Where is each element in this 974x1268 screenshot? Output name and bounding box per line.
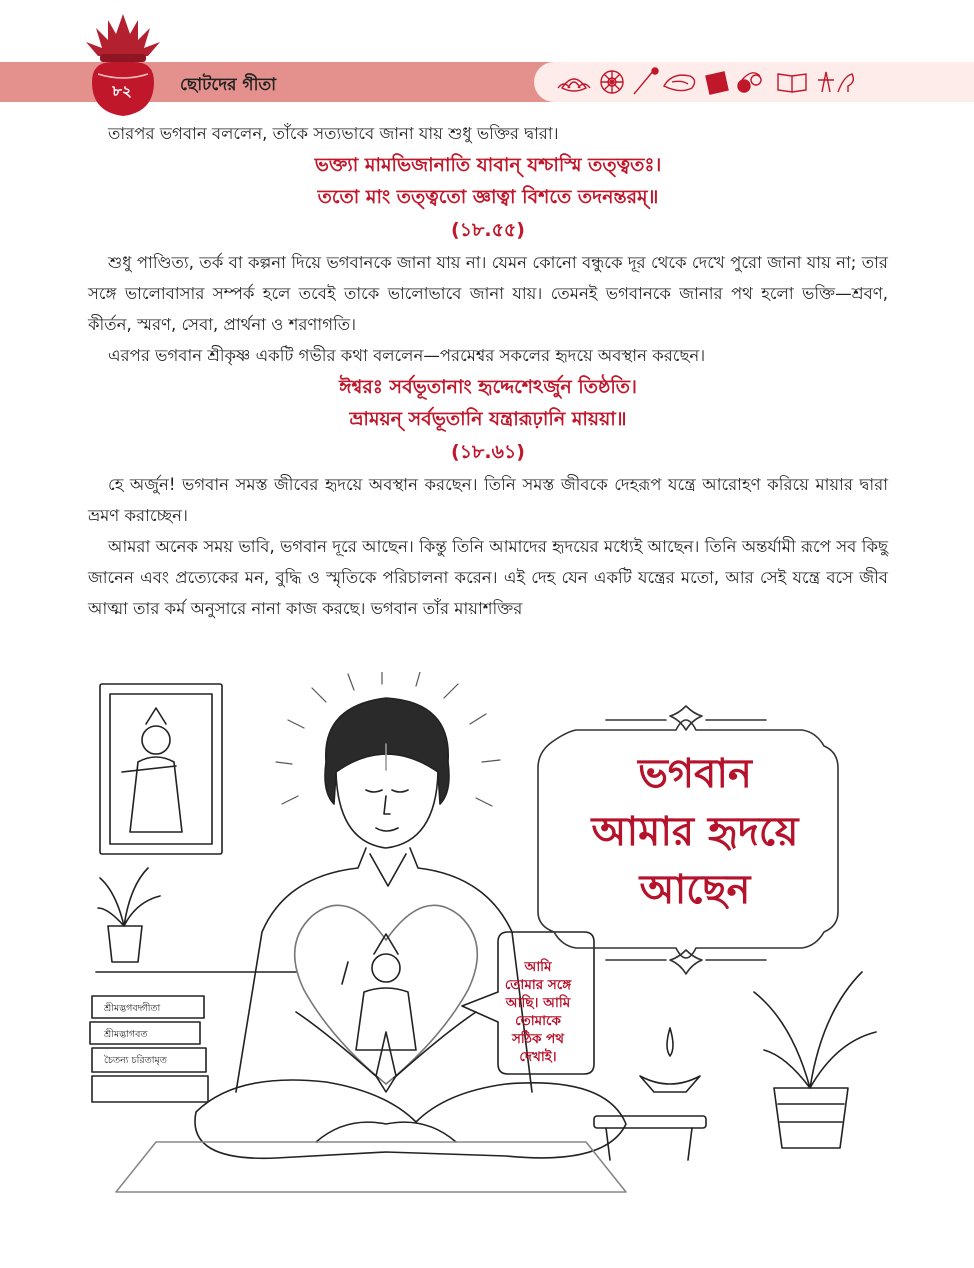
verse-2-line-2: ভ্রাময়ন্ সর্বভূতানি যন্ত্রারূঢ়ানি মায়য়া॥	[349, 408, 627, 430]
page-number: ৮২	[112, 82, 132, 100]
verse-1-line-2: ততো মাং তত্ত্বতো জ্ঞাত্বা বিশতে তদনন্তরম্॥	[317, 186, 659, 208]
banner-line-3: আছেন	[639, 867, 751, 913]
bubble-line-5: সঠিক পথ	[511, 1031, 565, 1047]
banner-line-1: ভগবান	[638, 751, 752, 797]
verse-1-number: (১৮.৫৫)	[451, 219, 525, 241]
bubble-line-1: আমি	[524, 959, 552, 975]
diya-lamp-icon	[594, 1028, 706, 1160]
krishna-frame-icon	[100, 684, 222, 854]
paragraph-1: তারপর ভগবান বললেন, তাঁকে সত্যভাবে জানা যায় শুধু ভক্তির দ্বারা।	[108, 124, 559, 143]
verse-1-line-1: ভক্ত্যা মামভিজানাতি যাবান্ যশ্চাস্মি তত্ত্বতঃ।	[314, 154, 662, 176]
conch-icon	[664, 75, 695, 90]
banner-title	[540, 745, 850, 919]
book-label-gita: শ্রীমদ্ভগবদ্গীতা	[104, 1003, 161, 1014]
book-label-chaitanya: চৈতন্য চরিতামৃত	[104, 1055, 167, 1066]
mat-icon	[116, 1142, 626, 1192]
book-label-bhagavat: শ্রীমদ্ভাগবত	[104, 1029, 148, 1040]
bubble-line-4: তোমাকে	[515, 1013, 561, 1029]
verse-2-number: (১৮.৬১)	[451, 441, 525, 463]
paragraph-2: শুধু পাণ্ডিত্য, তর্ক বা কল্পনা দিয়ে ভগবানকে জানা যায় না। যেমন কোনো বন্ধুকে দূর থেকে দেখে পুরো জানা যায় না; তার সঙ্গে ভালোবাসার সম্পর্ক হলে তবেই তাকে ভালোভাবে জানা যায়। তেমনই ভগবানকে জানার পথ হলো ভক্তি—শ্রবণ, কীর্তন, স্মরণ, সেবা, প্রার্থনা ও শরণাগতি।	[88, 253, 888, 334]
bubble-line-6: দেখাই।	[519, 1049, 557, 1065]
chakra-icon	[601, 71, 623, 93]
paragraph-3: এরপর ভগবান শ্রীকৃষ্ণ একটি গভীর কথা বললেন—পরমেশ্বর সকলের হৃদয়ে অবস্থান করছেন।	[108, 346, 706, 365]
verse-2-line-1: ঈশ্বরঃ সর্বভূতানাং হৃদ্দেশেঽর্জুন তিষ্ঠতি।	[339, 376, 637, 398]
mridanga-icon	[706, 72, 728, 94]
page-content	[88, 118, 888, 624]
left-plant-icon	[96, 868, 296, 972]
banner-line-2: আমার হৃদয়ে	[591, 809, 799, 855]
lotus-icon	[558, 79, 590, 91]
paragraph-5: আমরা অনেক সময় ভাবি, ভগবান দূরে আছেন। কিন্তু তিনি আমাদের হৃদয়ের মধ্যেই আছেন। তিনি অন্তর্যামী রূপে সব কিছু জানেন এবং প্রত্যেকের মন, বুদ্ধি ও স্মৃতিকে পরিচালনা করেন। এই দেহ যেন একটি যন্ত্রের মতো, আর সেই যন্ত্রে বসে জীব আত্মা তার কর্ম অনুসারে নানা কাজ করছে। ভগবান তাঁর মায়াশক্তির	[88, 537, 888, 618]
paragraph-4: হে অর্জুন! ভগবান সমস্ত জীবের হৃদয়ে অবস্থান করছেন। তিনি সমস্ত জীবকে দেহরূপ যন্ত্রে আরোহণ করিয়ে মায়ার দ্বারা ভ্রমণ করাচ্ছেন।	[88, 475, 888, 525]
kartal-icon	[738, 73, 761, 92]
flute-icon	[634, 68, 658, 94]
peacock-icon	[818, 72, 853, 92]
book-title: ছোটদের গীতা	[180, 75, 277, 95]
book-icon	[778, 74, 806, 92]
right-plant-icon	[754, 972, 876, 1148]
bubble-line-3: আছি। আমি	[505, 995, 571, 1011]
header-icon-strip	[556, 66, 876, 98]
bubble-line-2: তোমার সঙ্গে	[504, 977, 572, 993]
speech-bubble-text	[488, 958, 588, 1066]
